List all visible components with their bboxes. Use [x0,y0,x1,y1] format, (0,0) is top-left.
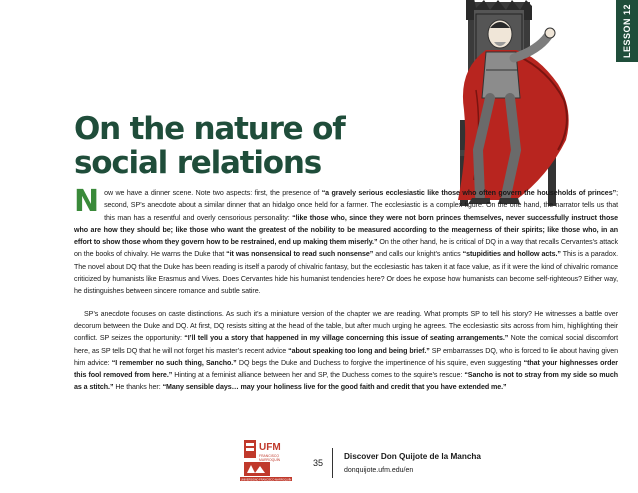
university-logo [238,438,294,482]
lesson-label: LESSON 12 [622,3,632,59]
quote-text: “stupidities and hollow acts.” [462,250,561,259]
body-span: On the other hand, he is critical of DQ in a way that recalls Cervantes’s attack on the books of chivalry. He warns the Duke that [74,238,618,259]
quote-text: “Sancho is not to stray from my side so much as a stitch.” [74,371,618,392]
body-span: Note the comical social discomfort here, as SP tells DQ that he will not forget his master’s recent advice [74,334,619,355]
body-span: Hinting at a feminist alliance between her and SP, the Duchess comes to the squire’s rescue: [172,371,465,380]
footer-url[interactable]: donquijote.ufm.edu/en [344,467,414,474]
quote-text: “a gravely serious ecclesiastic like those who often govern the households of princes” [321,189,617,197]
body-span: SP’s anecdote focuses on caste distinctions. As such it’s a miniature version of the chapter we are reading. What prompts SP to tell his story? He witnesses a battle over decorum between the Duke and DQ. At first, DQ resists sitting at the head of the table, but after much urging he agrees. The ecclesiastic sits across from him, highlighting their conflict. SP seizes the opportunity: [74,309,618,343]
svg-text:UNIVERSIDAD FRANCISCO MARROQUÍ: UNIVERSIDAD FRANCISCO MARROQUÍN [240,478,292,482]
lesson-tab [616,0,638,62]
body-span: SP embarrasses DQ, who is forced to lie about having given him advice: [74,346,618,367]
quote-text: “like those who, since they were not born princes themselves, never successfully instruct those who are how they should be; like those who want the greatest of the nobility to be measured according to the meagerness of their spirits; like those who, in an effort to show those whom they govern how to be restrained, end up making them miserly.” [74,213,618,247]
body-text [74,184,619,394]
svg-text:MARROQUÍN: MARROQUÍN [259,458,281,462]
quote-text: “it was nonsensical to read such nonsense” [226,250,374,259]
page-title [74,112,394,180]
seated-figure-illustration [398,0,614,210]
body-span: He thanks her: [113,383,163,392]
svg-text:UFM: UFM [259,442,281,453]
quote-text: “I’ll tell you a story that happened in my village concerning this issue of seating arrangements.” [184,334,509,343]
page-number: 35 [312,458,323,468]
paragraph-1 [74,184,618,298]
body-span: ; second, SP’s anecdote about a similar dinner that an hidalgo once held for a farmer. The ecclesiastic is a complex figure. On the one hand, the narrator tells us that this man has a resentful and overly censorious personality: [104,189,618,222]
body-span: ow we have a dinner scene. Note two aspects: first, the presence of [104,189,322,197]
body-span: DQ begs the Duke and Duchess to forgive the impertinence of his squire, even suggesting [236,358,524,367]
quote-text: “Many sensible days… may your holiness live for the good faith and credit that you have extended me.” [162,383,507,392]
quote-text: “about speaking too long and being brief.” [288,346,430,355]
footer-title: Discover Don Quijote de la Mancha [344,452,481,461]
quote-text: “that your highnesses order this fool removed from here.” [74,358,618,380]
title-line-1: On the nature of [74,111,345,147]
svg-text:FRANCISCO: FRANCISCO [259,454,279,458]
body-span: and calls our knight’s antics [373,250,463,259]
quote-text: “I remember no such thing, Sancho.” [111,358,237,367]
footer-divider [332,448,333,478]
drop-cap: N [74,184,100,219]
title-line-2: social relations [74,145,322,181]
body-span: This is a paradox. The novel about DQ that the Duke has been reading is itself a parody of chivalric fantasy, but the ecclesiastic has taken it at face value, as if it were the kind of chivalric romance criticized by humanists like Erasmus and Vives. Does Cervantes hide his humanist tendencies here? Or does he expose how humanists can become self-righteous? Either way, he distinguishes between sincere romance and subtle satire. [74,250,618,296]
paragraph-2 [74,308,618,394]
